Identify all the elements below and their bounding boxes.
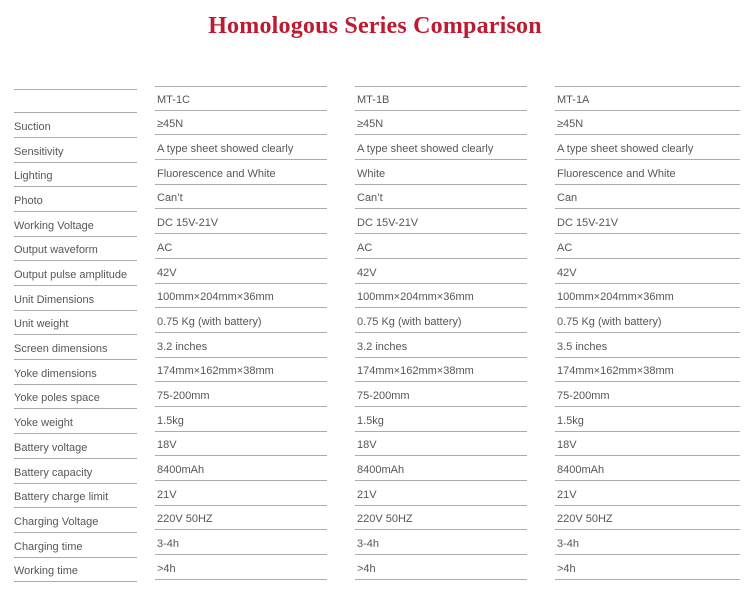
row-value-mt1a: 75-200mm — [555, 382, 740, 407]
row-value-mt1a: ≥45N — [555, 111, 740, 136]
row-label: Suction — [14, 113, 137, 138]
row-value-mt1b: 0.75 Kg (with battery) — [355, 308, 527, 333]
row-value-mt1a: A type sheet showed clearly — [555, 135, 740, 160]
row-value-mt1a: 42V — [555, 259, 740, 284]
row-value-mt1c: Fluorescence and White — [155, 160, 327, 185]
row-value-mt1b: 42V — [355, 259, 527, 284]
row-value-mt1c: 42V — [155, 259, 327, 284]
table-row — [14, 209, 740, 234]
row-value-mt1c: 18V — [155, 432, 327, 457]
row-value-mt1c: 3.2 inches — [155, 333, 327, 358]
table-row — [14, 185, 740, 210]
row-label: Photo — [14, 187, 137, 212]
row-value-mt1b: 75-200mm — [355, 382, 527, 407]
row-value-mt1b: 100mm×204mm×36mm — [355, 284, 527, 309]
row-value-mt1b: AC — [355, 234, 527, 259]
row-label: Charging Voltage — [14, 508, 137, 533]
row-value-mt1a: >4h — [555, 555, 740, 580]
table-row — [14, 506, 740, 531]
table-row — [14, 135, 740, 160]
row-value-mt1b: >4h — [355, 555, 527, 580]
table-row — [14, 111, 740, 136]
row-value-mt1a: AC — [555, 234, 740, 259]
table-row — [14, 308, 740, 333]
row-value-mt1a: 0.75 Kg (with battery) — [555, 308, 740, 333]
row-value-mt1a: Fluorescence and White — [555, 160, 740, 185]
table-row — [14, 284, 740, 309]
row-label: Output pulse amplitude — [14, 261, 137, 286]
row-label: Working Voltage — [14, 212, 137, 237]
row-label: Unit weight — [14, 311, 137, 336]
row-value-mt1a: 220V 50HZ — [555, 506, 740, 531]
row-label: Battery charge limit — [14, 484, 137, 509]
row-value-mt1c: 75-200mm — [155, 382, 327, 407]
row-value-mt1b: 1.5kg — [355, 407, 527, 432]
comparison-table — [14, 86, 740, 580]
row-label: Yoke poles space — [14, 385, 137, 410]
row-value-mt1c: 0.75 Kg (with battery) — [155, 308, 327, 333]
row-value-mt1b: 18V — [355, 432, 527, 457]
row-value-mt1c: Can’t — [155, 185, 327, 210]
row-label: Yoke dimensions — [14, 360, 137, 385]
row-value-mt1b: Can’t — [355, 185, 527, 210]
row-value-mt1b: ≥45N — [355, 111, 527, 136]
row-value-mt1b: 174mm×162mm×38mm — [355, 358, 527, 383]
header-cell-mt1c: MT-1C — [155, 86, 327, 111]
row-label: Screen dimensions — [14, 335, 137, 360]
header-cell-mt1a: MT-1A — [555, 86, 740, 111]
row-value-mt1a: 3-4h — [555, 530, 740, 555]
table-row — [14, 407, 740, 432]
row-label: Charging time — [14, 533, 137, 558]
row-label: Lighting — [14, 163, 137, 188]
row-value-mt1c: 1.5kg — [155, 407, 327, 432]
table-row — [14, 530, 740, 555]
row-value-mt1a: 18V — [555, 432, 740, 457]
row-value-mt1a: 21V — [555, 481, 740, 506]
row-value-mt1c: 3-4h — [155, 530, 327, 555]
row-value-mt1b: DC 15V-21V — [355, 209, 527, 234]
table-row — [14, 259, 740, 284]
row-value-mt1c: 21V — [155, 481, 327, 506]
table-row — [14, 358, 740, 383]
row-value-mt1a: 3.5 inches — [555, 333, 740, 358]
row-value-mt1c: 100mm×204mm×36mm — [155, 284, 327, 309]
row-label: Output waveform — [14, 237, 137, 262]
header-cell-spec — [14, 89, 137, 114]
row-label: Yoke weight — [14, 409, 137, 434]
row-label: Battery voltage — [14, 434, 137, 459]
row-value-mt1c: 220V 50HZ — [155, 506, 327, 531]
table-row — [14, 160, 740, 185]
table-header-row — [14, 86, 740, 111]
table-row — [14, 456, 740, 481]
row-value-mt1c: 174mm×162mm×38mm — [155, 358, 327, 383]
row-value-mt1b: A type sheet showed clearly — [355, 135, 527, 160]
table-row — [14, 234, 740, 259]
row-value-mt1c: ≥45N — [155, 111, 327, 136]
table-row — [14, 481, 740, 506]
row-value-mt1a: DC 15V-21V — [555, 209, 740, 234]
table-row — [14, 432, 740, 457]
page-title: Homologous Series Comparison — [208, 13, 542, 39]
row-label: Sensitivity — [14, 138, 137, 163]
row-value-mt1c: AC — [155, 234, 327, 259]
row-value-mt1b: 21V — [355, 481, 527, 506]
row-value-mt1c: >4h — [155, 555, 327, 580]
row-value-mt1a: 100mm×204mm×36mm — [555, 284, 740, 309]
row-value-mt1c: A type sheet showed clearly — [155, 135, 327, 160]
row-label: Unit Dimensions — [14, 286, 137, 311]
header-cell-mt1b: MT-1B — [355, 86, 527, 111]
row-value-mt1c: DC 15V-21V — [155, 209, 327, 234]
row-value-mt1b: White — [355, 160, 527, 185]
row-value-mt1b: 3.2 inches — [355, 333, 527, 358]
row-label: Working time — [14, 558, 137, 583]
row-value-mt1b: 3-4h — [355, 530, 527, 555]
row-value-mt1a: 8400mAh — [555, 456, 740, 481]
table-row — [14, 555, 740, 580]
row-label: Battery capacity — [14, 459, 137, 484]
table-row — [14, 333, 740, 358]
row-value-mt1c: 8400mAh — [155, 456, 327, 481]
row-value-mt1a: 174mm×162mm×38mm — [555, 358, 740, 383]
row-value-mt1a: Can — [555, 185, 740, 210]
table-row — [14, 382, 740, 407]
row-value-mt1b: 8400mAh — [355, 456, 527, 481]
row-value-mt1b: 220V 50HZ — [355, 506, 527, 531]
row-value-mt1a: 1.5kg — [555, 407, 740, 432]
